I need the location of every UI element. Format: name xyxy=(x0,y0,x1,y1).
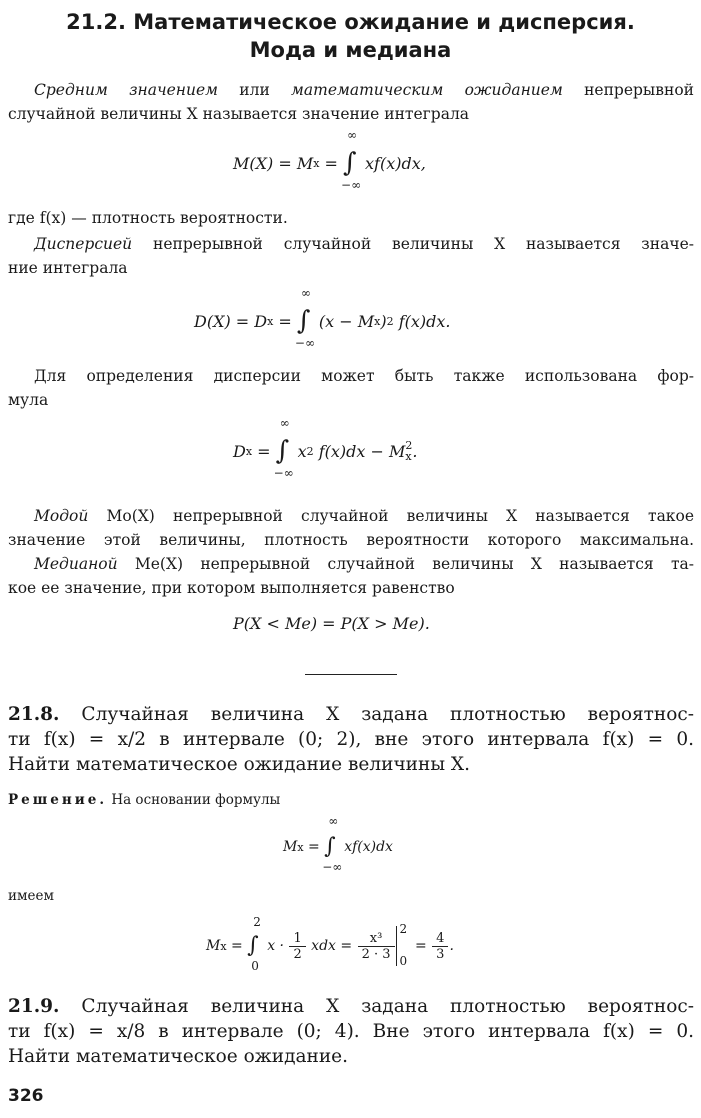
mode-definition-line1: Модой Mo(X) непрерывной случайной величины X называется такое xyxy=(34,507,694,525)
upper-limit: 2 xyxy=(253,915,261,929)
term-median: Медианой xyxy=(34,555,118,573)
lower-limit: −∞ xyxy=(294,336,315,350)
formula-variance: D(X) = D x = ∞ ∫ −∞ (x − M x ) 2 f(x)dx. xyxy=(194,286,451,350)
variance-alt-line1: Для определения дисперсии может быть также использована фор- xyxy=(34,367,694,385)
problem-21-8-line1: 21.8. Случайная величина X задана плотностью вероятнос- xyxy=(8,704,694,725)
upper-limit: ∞ xyxy=(347,128,358,142)
integral-sign: ∫ xyxy=(296,306,311,336)
lower-limit: 0 xyxy=(251,959,259,973)
lower-limit: −∞ xyxy=(322,860,343,874)
median-definition-line1: Медианой Me(X) непрерывной случайной величины X называется та- xyxy=(34,555,694,573)
formula-expectation: M(X) = M x = ∞ ∫ −∞ xf(x)dx, xyxy=(233,128,426,192)
term-variance: Дисперсией xyxy=(34,235,133,253)
integral-sign: ∫ xyxy=(247,933,259,958)
upper-limit: ∞ xyxy=(279,416,290,430)
problem-21-8-line2: ти f(x) = x/2 в интервале (0; 2), вне этого интервала f(x) = 0. xyxy=(8,729,694,750)
term-mode: Модой xyxy=(34,507,89,525)
lower-limit: −∞ xyxy=(341,178,362,192)
fraction-x-cubed: $\frac{\text{x³}}{2 \cdot 3}$ xyxy=(360,931,393,962)
imeem-text: имеем xyxy=(8,888,54,904)
solution-label: Решение. xyxy=(8,792,108,808)
variance-definition-line1: Дисперсией непрерывной случайной величины X называется значе- xyxy=(34,235,694,253)
section-title-line2: Мода и медиана xyxy=(249,38,452,62)
mode-definition-line2: значение этой величины, плотность вероятности которого максимальна. xyxy=(8,531,694,549)
problem-21-8-line3: Найти математическое ожидание величины X. xyxy=(8,754,470,775)
mean-definition-line1: Средним значением или математическим ожиданием непрерывной xyxy=(34,81,694,99)
evaluation-bar: 2 0 xyxy=(396,926,411,966)
mean-definition-line2: случайной величины X называется значение интеграла xyxy=(8,105,470,123)
formula-expectation-ref: M x = ∞ ∫ −∞ xf(x)dx xyxy=(283,814,393,874)
variance-definition-line2: ние интеграла xyxy=(8,259,128,277)
fraction-one-half: $\frac{1}{2}$ xyxy=(291,931,303,962)
formula-variance-alt: D x = ∞ ∫ −∞ x 2 f(x)dx − M 2 x . xyxy=(233,416,418,480)
median-definition-line2: кое ее значение, при котором выполняется равенство xyxy=(8,579,455,597)
problem-number: 21.8. xyxy=(8,704,60,725)
integral-sign: ∫ xyxy=(343,148,357,178)
problem-21-9-line1: 21.9. Случайная величина X задана плотностью вероятнос- xyxy=(8,996,694,1017)
formula-solution: M x = 2 ∫ 0 x · $\frac{1}{2}$ xdx = $\frac{\text{x³}}{2 \cdot 3}$ 2 0 = $\frac{4}{3}$ . xyxy=(206,915,454,973)
problem-number: 21.9. xyxy=(8,996,60,1017)
problem-21-9-line3: Найти математическое ожидание. xyxy=(8,1046,348,1067)
term-mean: Средним значением xyxy=(34,81,219,99)
density-note: где f(x) — плотность вероятности. xyxy=(8,209,288,227)
lower-limit: −∞ xyxy=(273,466,294,480)
section-title-line1: 21.2. Математическое ожидание и дисперсия. xyxy=(66,10,635,34)
fraction-four-thirds: $\frac{4}{3}$ xyxy=(434,931,446,962)
integral-sign: ∫ xyxy=(324,834,336,859)
upper-limit: ∞ xyxy=(300,286,311,300)
term-expectation: математическим ожиданием xyxy=(291,81,563,99)
solution-intro: Решение. На основании формулы xyxy=(8,792,281,808)
upper-limit: ∞ xyxy=(328,814,339,828)
variance-alt-line2: мула xyxy=(8,391,49,409)
problem-21-9-line2: ти f(x) = x/8 в интервале (0; 4). Вне этого интервала f(x) = 0. xyxy=(8,1021,694,1042)
page-number: 326 xyxy=(8,1086,44,1106)
section-divider xyxy=(305,674,397,675)
formula-median: P(X < Me) = P(X > Me). xyxy=(233,614,430,633)
integral-sign: ∫ xyxy=(275,436,290,466)
